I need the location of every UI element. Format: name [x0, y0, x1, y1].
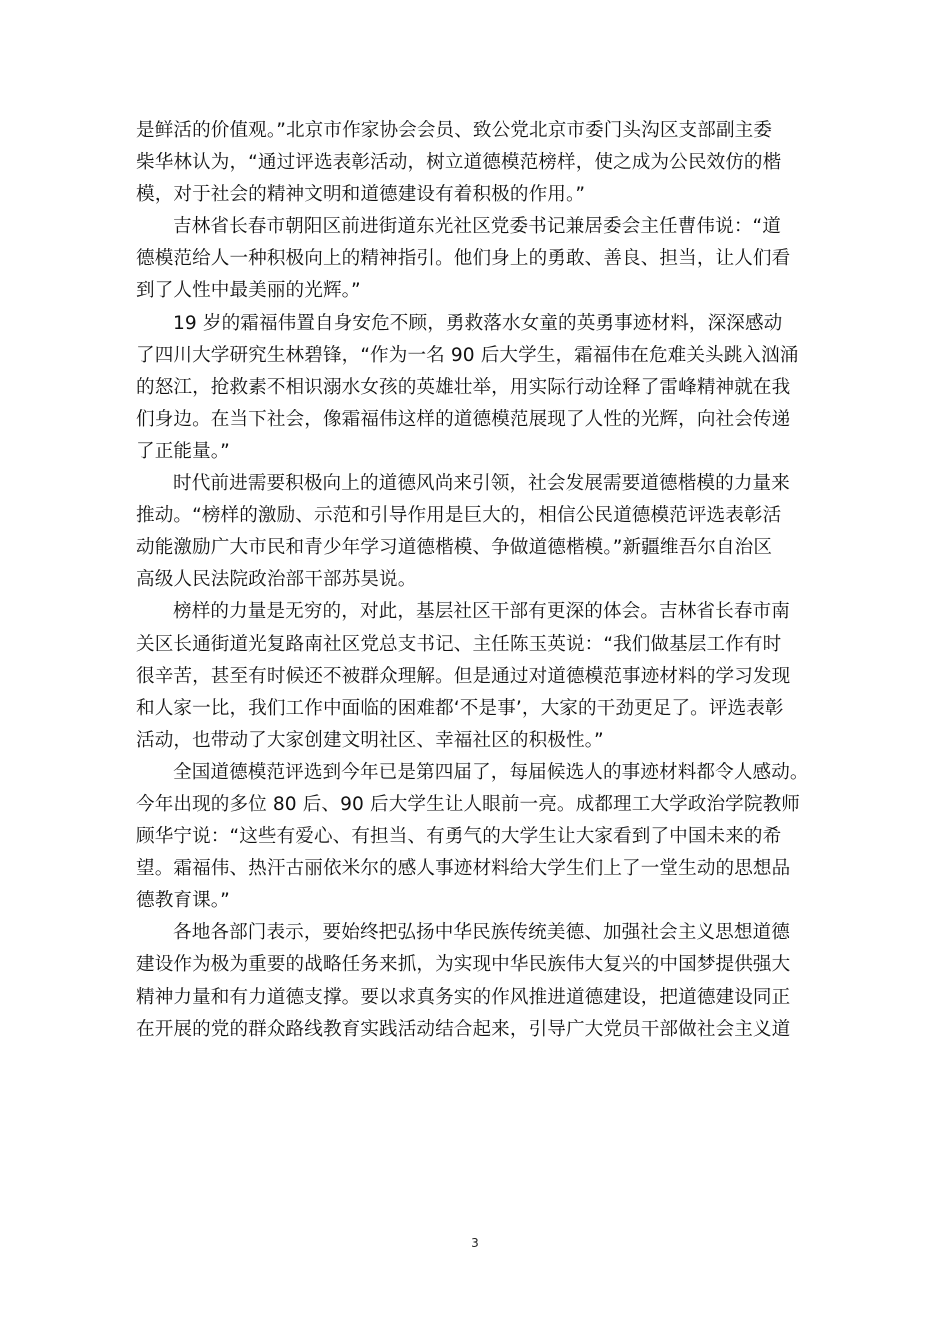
- text-line: 今年出现的多位 80 后、90 后大学生让人眼前一亮。成都理工大学政治学院教师: [136, 793, 800, 815]
- text-line: 模，对于社会的精神文明和道德建设有着积极的作用。”: [136, 184, 586, 206]
- text-line: 了正能量。”: [136, 440, 230, 462]
- paragraph: [136, 468, 836, 596]
- text-line: 建设作为极为重要的战略任务来抓，为实现中华民族伟大复兴的中国梦提供强大: [136, 954, 791, 976]
- text-line: 了四川大学研究生林碧锋，“作为一名 90 后大学生，霜福伟在危难关头跳入汹涌: [136, 344, 799, 366]
- text-line: 柴华林认为，“通过评选表彰活动，树立道德模范榜样，使之成为公民效仿的楷: [136, 152, 782, 174]
- page-number: 3: [471, 1236, 479, 1250]
- paragraph: [136, 211, 836, 307]
- text-line: 19 岁的霜福伟置自身安危不顾，勇救落水女童的英勇事迹材料，深深感动: [173, 312, 783, 334]
- text-line: 在开展的党的群众路线教育实践活动结合起来，引导广大党员干部做社会主义道: [136, 1018, 791, 1040]
- text-line: 德模范给人一种积极向上的精神指引。他们身上的勇敢、善良、担当，让人们看: [136, 248, 791, 270]
- text-line: 顾华宁说：“这些有爱心、有担当、有勇气的大学生让大家看到了中国未来的希: [136, 826, 782, 848]
- text-line: 时代前进需要积极向上的道德风尚来引领，社会发展需要道德楷模的力量来: [173, 473, 790, 495]
- text-line: 的怒江，抢救素不相识溺水女孩的英雄壮举，用实际行动诠释了雷峰精神就在我: [136, 376, 791, 398]
- text-line: 活动，也带动了大家创建文明社区、幸福社区的积极性。”: [136, 729, 604, 751]
- paragraph: [136, 308, 836, 468]
- text-line: 榜样的力量是无穷的，对此，基层社区干部有更深的体会。吉林省长春市南: [173, 601, 790, 623]
- text-line: 是鲜活的价值观。”北京市作家协会会员、致公党北京市委门头沟区支部副主委: [136, 120, 773, 141]
- text-line: 高级人民法院政治部干部苏昊说。: [136, 569, 417, 591]
- paragraph: [136, 757, 836, 917]
- text-line: 关区长通街道光复路南社区党总支书记、主任陈玉英说：“我们做基层工作有时: [136, 633, 782, 655]
- paragraph: [136, 115, 836, 211]
- text-line: 和人家一比，我们工作中面临的困难都‘不是事’，大家的干劲更足了。评选表彰: [136, 697, 784, 719]
- document-body: [136, 115, 836, 1046]
- text-line: 很辛苦，甚至有时候还不被群众理解。但是通过对道德模范事迹材料的学习发现: [136, 665, 791, 687]
- paragraph: [136, 596, 836, 756]
- text-line: 推动。“榜样的激励、示范和引导作用是巨大的，相信公民道德模范评选表彰活: [136, 505, 782, 527]
- text-line: 到了人性中最美丽的光辉。”: [136, 280, 361, 302]
- text-line: 望。霜福伟、热汗古丽依米尔的感人事迹材料给大学生们上了一堂生动的思想品: [136, 858, 791, 880]
- text-line: 全国道德模范评选到今年已是第四届了，每届候选人的事迹材料都令人感动。: [173, 761, 809, 783]
- text-line: 德教育课。”: [136, 890, 230, 912]
- text-line: 们身边。在当下社会，像霜福伟这样的道德模范展现了人性的光辉，向社会传递: [136, 408, 791, 430]
- text-line: 吉林省长春市朝阳区前进街道东光社区党委书记兼居委会主任曹伟说：“道: [173, 216, 781, 238]
- paragraph: [136, 917, 836, 1045]
- text-line: 精神力量和有力道德支撑。要以求真务实的作风推进道德建设，把道德建设同正: [136, 986, 791, 1008]
- text-line: 各地各部门表示，要始终把弘扬中华民族传统美德、加强社会主义思想道德: [173, 922, 790, 944]
- text-line: 动能激励广大市民和青少年学习道德楷模、争做道德楷模。”新疆维吾尔自治区: [136, 537, 773, 559]
